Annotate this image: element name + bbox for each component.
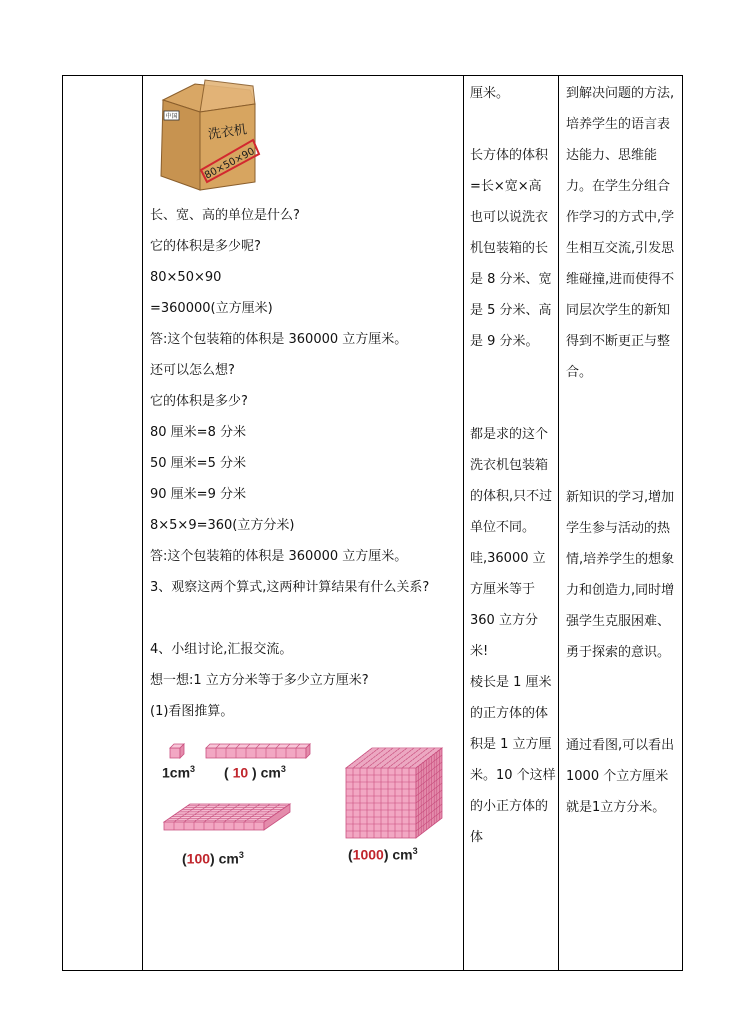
- content-line: 8×5×9=360(立方分米): [150, 518, 295, 533]
- content-line: 它的体积是多少呢?: [150, 239, 261, 254]
- unit-cube-front: [170, 748, 180, 758]
- content-line: (1)看图推算。: [150, 704, 234, 719]
- lesson-content-column: [150, 200, 460, 727]
- table-border-bottom: [62, 970, 683, 971]
- box-badge-text: 中国: [165, 113, 178, 120]
- big-cube-label: (1000) $cm^3$: [348, 846, 418, 863]
- student-spacer: [470, 109, 556, 140]
- intent-spacer: [566, 668, 680, 730]
- content-line: 想一想:1 立方分米等于多少立方厘米?: [150, 673, 369, 688]
- content-line: 还可以怎么想?: [150, 363, 235, 378]
- content-line: 答:这个包装箱的体积是 360000 立方厘米。: [150, 549, 408, 564]
- content-line: 80×50×90: [150, 270, 222, 285]
- content-line: 50 厘米=5 分米: [150, 456, 246, 471]
- student-line: 厘米。: [470, 86, 510, 101]
- slab-label: (100) $cm^3$: [182, 850, 244, 867]
- student-line: 都是求的这个洗衣机包装箱的体积,只不过单位不同。: [470, 427, 553, 535]
- content-line: 答:这个包装箱的体积是 360000 立方厘米。: [150, 332, 408, 347]
- content-line: 它的体积是多少?: [150, 394, 248, 409]
- student-line: 哇,36000 立方厘米等于 360 立方分米!: [470, 551, 546, 659]
- box-product-label: 洗衣机: [207, 122, 248, 143]
- content-line: 长、宽、高的单位是什么?: [150, 208, 300, 223]
- intent-spacer: [566, 388, 680, 482]
- content-line: [150, 603, 460, 634]
- student-spacer: [470, 357, 556, 419]
- table-border-top: [62, 75, 683, 76]
- student-activity-column: [470, 78, 556, 853]
- table-divider-1: [142, 75, 143, 971]
- student-line: 棱长是 1 厘米的正方体的体积是 1 立方厘米。10 个这样的小正方体的体: [470, 675, 556, 845]
- design-intent-column: [566, 78, 680, 823]
- content-line: =360000(立方厘米): [150, 301, 273, 316]
- student-line: 长方体的体积=长×宽×高: [470, 148, 549, 194]
- cube-volume-figure: [150, 738, 460, 878]
- intent-paragraph: 新知识的学习,增加学生参与活动的热情,培养学生的想象力和创造力,同时增强学生克服困难、勇于探索的意识。: [566, 490, 675, 660]
- content-line: 4、小组讨论,汇报交流。: [150, 642, 293, 657]
- table-divider-3: [558, 75, 559, 971]
- student-line: 也可以说洗衣机包装箱的长是 8 分米、宽是 5 分米、高是 9 分米。: [470, 210, 552, 349]
- content-line: 90 厘米=9 分米: [150, 487, 246, 502]
- box-dimension-text: 80×50×90: [202, 146, 257, 182]
- intent-paragraph: 通过看图,可以看出 1000 个立方厘米就是1立方分米。: [566, 738, 675, 815]
- intent-paragraph: 到解决问题的方法,培养学生的语言表达能力、思维能力。在学生分组合作学习的方式中,学生相互交流,引发思维碰撞,进而使得不同层次学生的新知得到不断更正与整合。: [566, 86, 675, 380]
- strip-label: ( 10 ) $cm^3$: [224, 764, 286, 781]
- content-line: 3、观察这两个算式,这两种计算结果有什么关系?: [150, 580, 430, 595]
- table-divider-2: [463, 75, 464, 971]
- small-cube-label: $1cm^3$: [162, 764, 196, 781]
- table-border-left: [62, 75, 63, 971]
- table-border-right: [682, 75, 683, 971]
- washing-machine-box-image: [155, 78, 265, 196]
- content-line: 80 厘米=8 分米: [150, 425, 246, 440]
